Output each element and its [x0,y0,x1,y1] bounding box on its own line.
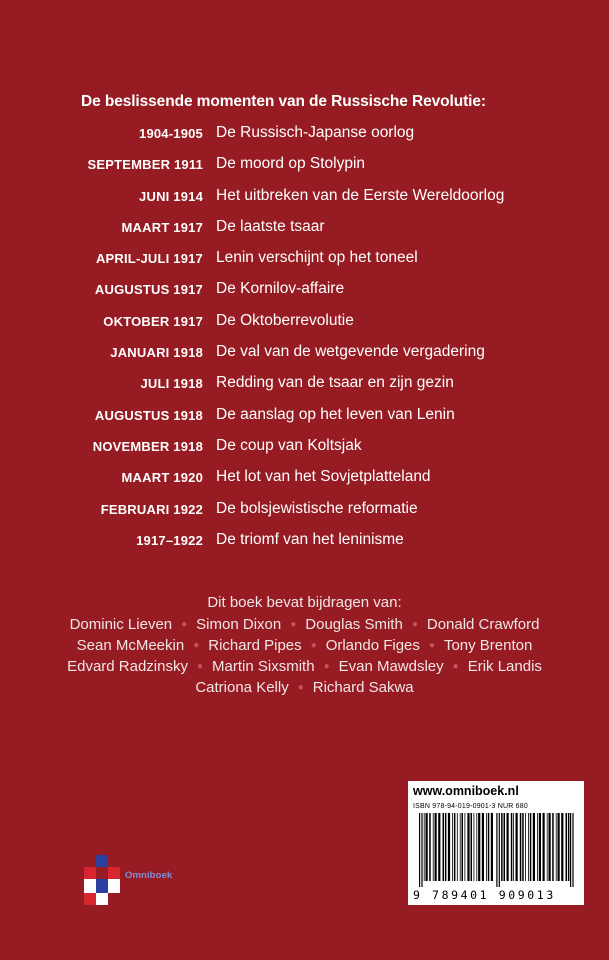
barcode-box [408,781,584,905]
timeline-date: MAART 1920 [121,470,203,486]
contributor-name: Donald Crawford [426,616,540,633]
contributors-list [0,614,609,698]
timeline-row [0,186,609,217]
bullet-separator-icon: ● [323,661,330,672]
contributors-line [0,656,609,677]
timeline-row [0,342,609,373]
timeline-date: FEBRUARI 1922 [100,501,203,517]
isbn-line: ISBN 978-94-019-0901-3 NUR 680 [413,803,528,810]
ean-number: 9 789401 909013 [413,888,556,902]
publisher-name: Omniboek [125,870,173,881]
contributor-name: Evan Mawdsley [338,658,444,675]
timeline-event: De bolsjewistische reformatie [216,499,418,517]
contributors-title: Dit boek bevat bijdragen van: [207,594,402,611]
timeline-row [0,530,609,561]
timeline-event: De aanslag op het leven van Lenin [216,405,455,423]
contributor-name: Martin Sixsmith [212,658,315,675]
timeline-date: 1904-1905 [139,126,203,141]
timeline-event: De val van de wetgevende vergadering [216,343,485,361]
bullet-separator-icon: ● [411,619,418,630]
timeline-list [0,123,609,561]
timeline-event: De Russisch-Japanse oorlog [216,124,415,141]
bullet-separator-icon: ● [181,619,188,630]
bullet-separator-icon: ● [428,640,435,651]
contributor-name: Catriona Kelly [195,679,289,696]
timeline-date: APRIL-JULI 1917 [95,251,203,267]
timeline-row [0,279,609,310]
timeline-row [0,499,609,530]
timeline-date: AUGUSTUS 1917 [94,282,203,298]
timeline-row [0,123,609,154]
contributor-name: Dominic Lieven [69,616,173,633]
contributor-name: Edvard Radzinsky [67,658,188,675]
timeline-row [0,405,609,436]
bullet-separator-icon: ● [452,661,459,672]
publisher-url[interactable]: www.omniboek.nl [413,784,519,798]
timeline-date: AUGUSTUS 1918 [94,407,203,423]
omniboek-logo-icon [80,853,122,907]
timeline-date: 1917–1922 [136,532,203,548]
timeline-event: De Kornilov-affaire [216,280,345,298]
bullet-separator-icon: ● [297,682,304,693]
timeline-date: SEPTEMBER 1911 [87,157,203,173]
contributor-name: Tony Brenton [443,637,533,654]
contributors-line [0,614,609,635]
contributor-name: Douglas Smith [305,616,403,633]
timeline-date: JANUARI 1918 [110,345,203,361]
bullet-separator-icon: ● [196,661,204,672]
timeline-row [0,436,609,467]
contributor-name: Richard Sakwa [312,679,414,696]
timeline-date: MAART 1917 [121,219,203,235]
timeline-event: Het uitbreken van de Eerste Wereldoorlog [216,186,505,204]
contributors-line [0,677,609,698]
contributor-name: Sean McMeekin [76,637,185,654]
timeline-date: NOVEMBER 1918 [92,438,203,454]
timeline-event: De Oktoberrevolutie [216,311,354,329]
page-heading: De beslissende momenten van de Russische Revolutie: [81,93,486,110]
timeline-row [0,248,609,279]
contributor-name: Richard Pipes [208,637,302,654]
timeline-row [0,154,609,185]
timeline-row [0,467,609,498]
timeline-event: Redding van de tsaar en zijn gezin [216,374,454,392]
timeline-row [0,373,609,404]
timeline-event: De moord op Stolypin [216,155,366,173]
bullet-separator-icon: ● [193,640,200,651]
contributors-line [0,635,609,656]
barcode-bars [413,813,579,887]
contributor-name: Orlando Figes [325,637,420,654]
contributor-name: Erik Landis [467,658,542,675]
timeline-event: Lenin verschijnt op het toneel [216,249,418,267]
timeline-event: De triomf van het leninisme [216,530,404,548]
timeline-row [0,217,609,248]
timeline-row [0,311,609,342]
timeline-date: JULI 1918 [140,376,203,392]
timeline-event: De coup van Koltsjak [216,436,362,454]
timeline-event: De laatste tsaar [216,217,325,235]
timeline-date: JUNI 1914 [139,188,203,204]
timeline-event: Het lot van het Sovjetplatteland [216,468,431,486]
bullet-separator-icon: ● [290,619,297,630]
timeline-date: OKTOBER 1917 [103,313,203,329]
contributor-name: Simon Dixon [196,616,282,633]
bullet-separator-icon: ● [310,640,317,651]
